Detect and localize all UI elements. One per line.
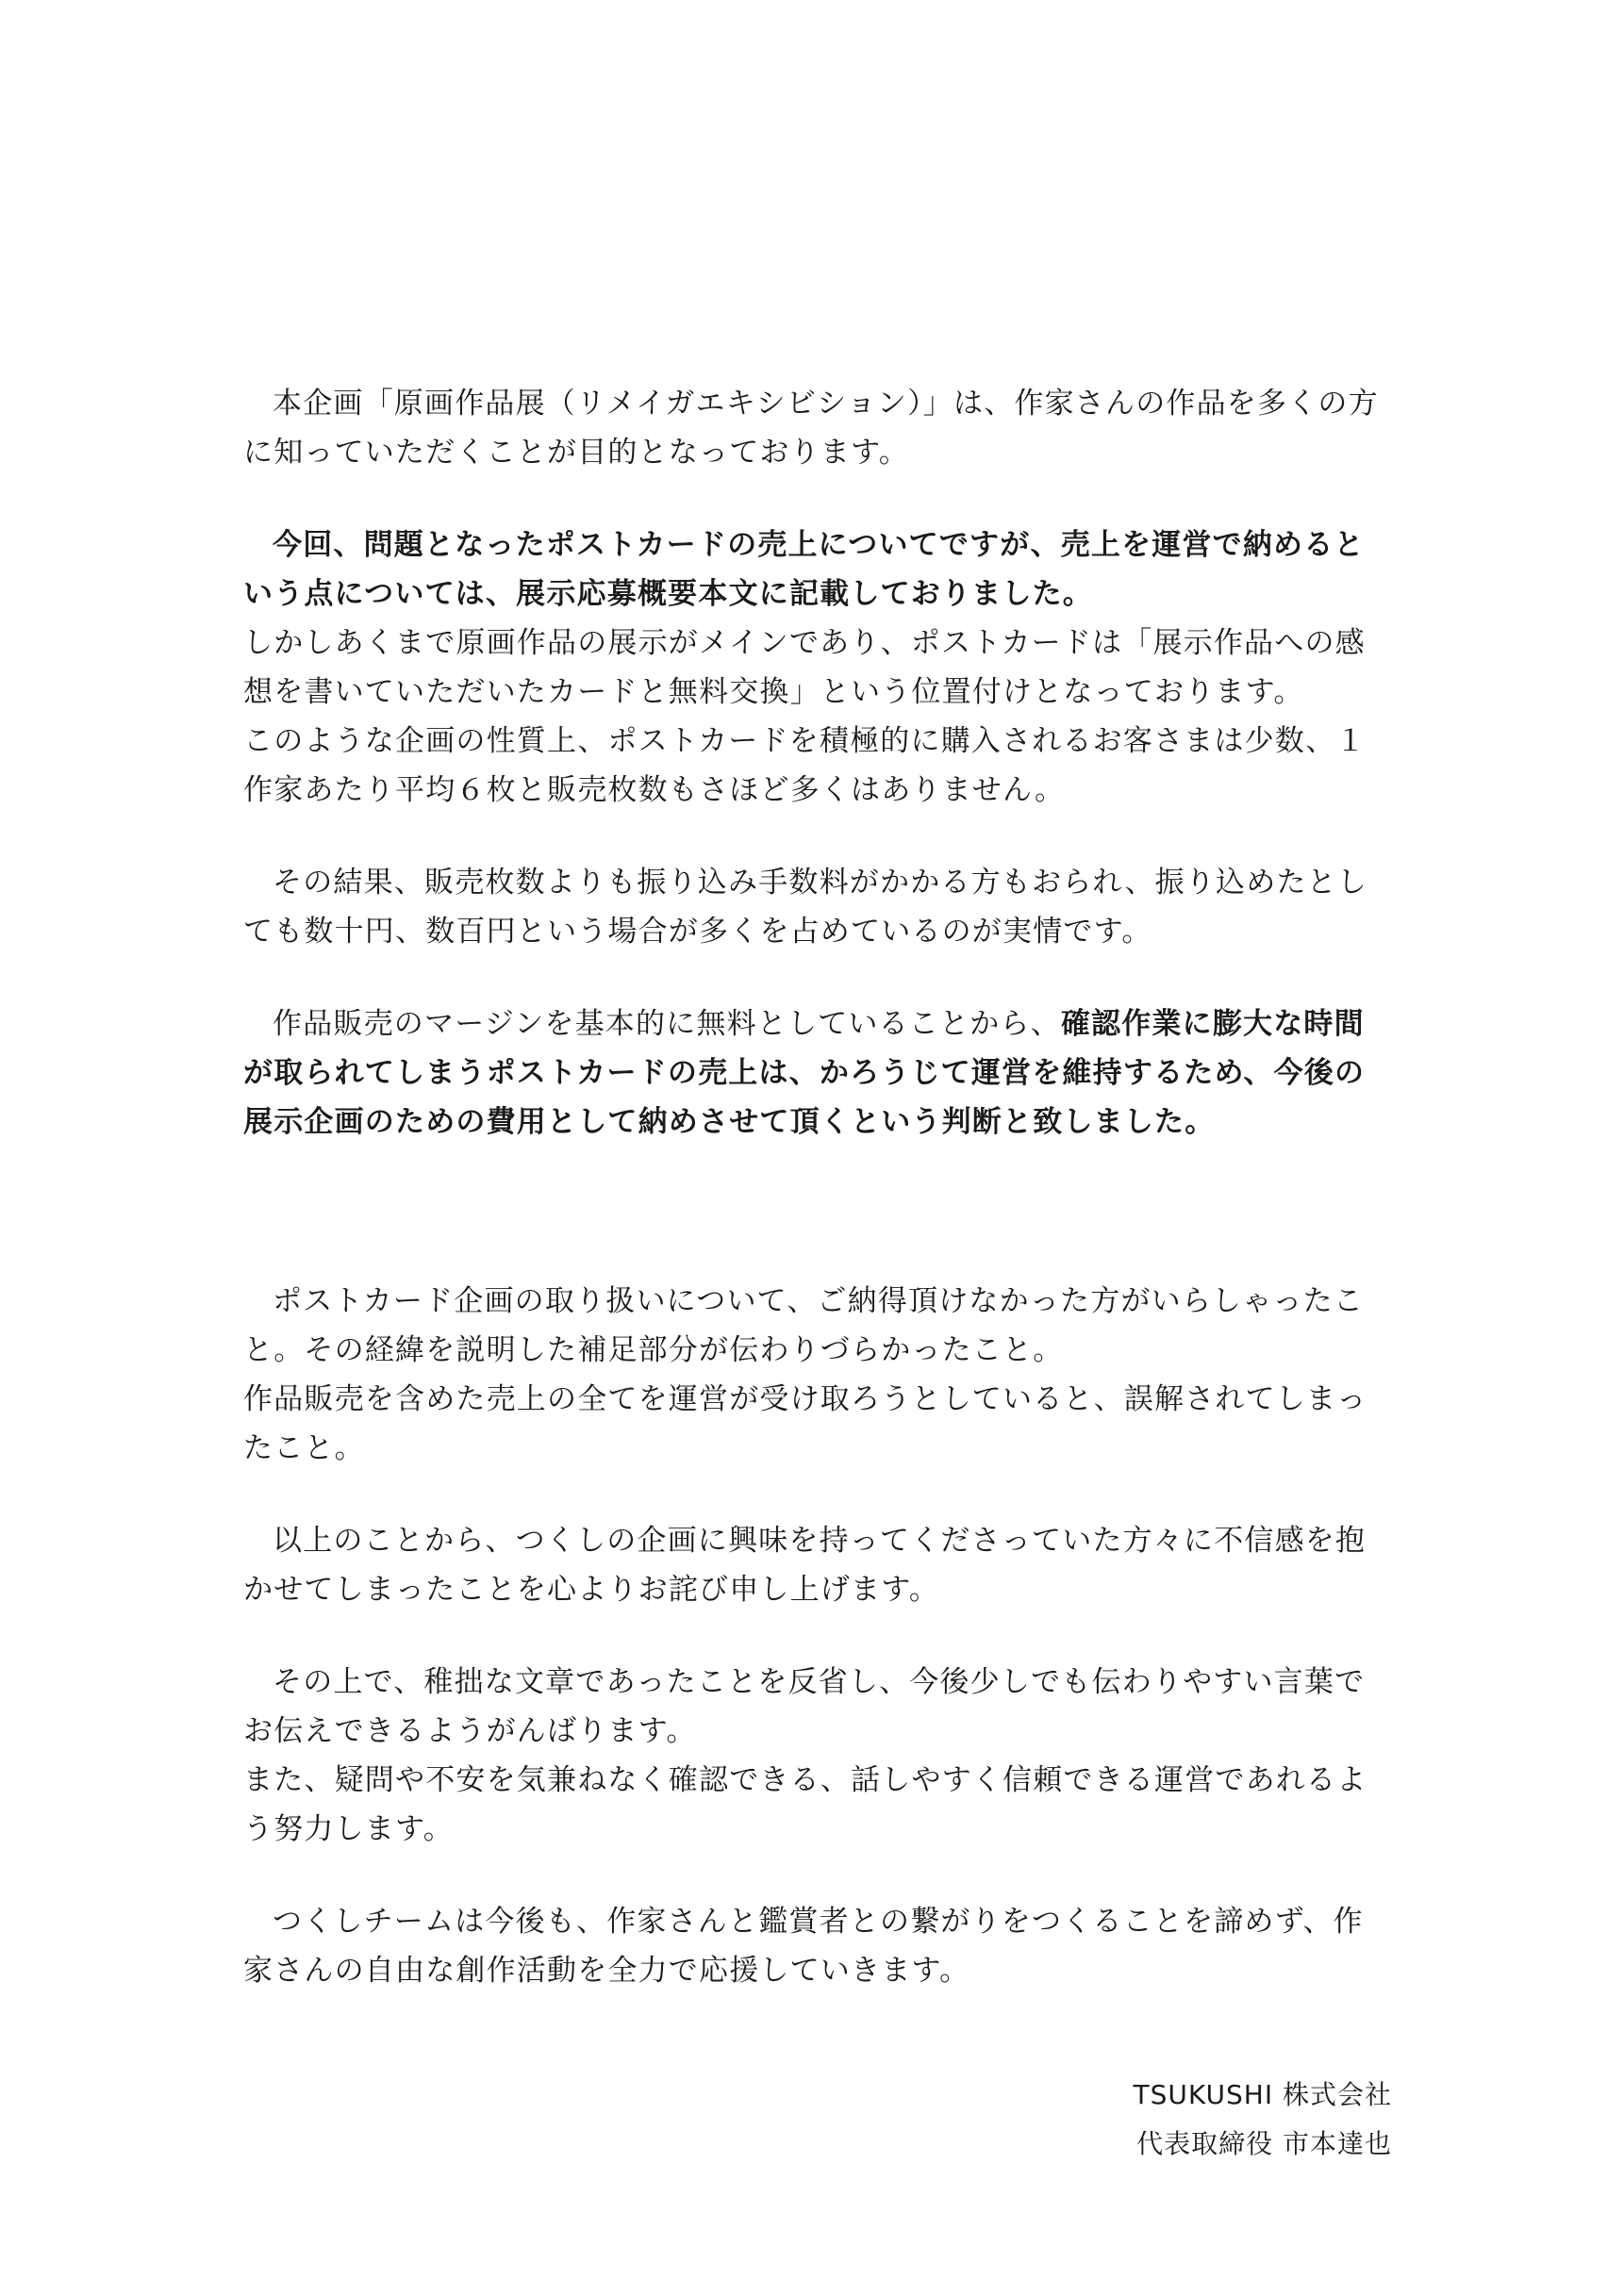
paragraph-result: その結果、販売枚数よりも振り込み手数料がかかる方もおられ、振り込めたとしても数十円、数百円という場合が多くを占めているのが実情です。 xyxy=(243,866,1368,949)
paragraph-decision-normal: 作品販売のマージンを基本的に無料としていることから、 xyxy=(273,1007,1061,1041)
paragraph-reflection: その上で、稚拙な文章であったことを反省し、今後少しでも伝わりやすい言葉でお伝えできるようがんばります。 xyxy=(243,1665,1366,1748)
paragraph-apology: 以上のことから、つくしの企画に興味を持ってくださっていた方々に不信感を抱かせてしまったことを心よりお詫び申し上げます。 xyxy=(243,1524,1367,1607)
paragraph-closing: つくしチームは今後も、作家さんと鑑賞者との繋がりをつくることを諦めず、作家さんの自由な創作活動を全力で応援していきます。 xyxy=(243,1905,1364,1988)
signature-company: TSUKUSHI 株式会社 xyxy=(1133,2079,1392,2110)
paragraph-postcard-volume: このような企画の性質上、ポストカードを積極的に購入されるお客さまは少数、１作家あたり平均６枚と販売枚数もさほど多くはありません。 xyxy=(243,724,1367,807)
paragraph-postcard-position: しかしあくまで原画作品の展示がメインであり、ポストカードは「展示作品への感想を書いていただいたカードと無料交換」という位置付けとなっております。 xyxy=(243,626,1366,709)
letter-body xyxy=(243,379,1392,1995)
paragraph-apology-reasons: ポストカード企画の取り扱いについて、ご納得頂けなかった方がいらしゃったこと。その経緯を説明した補足部分が伝わりづらかったこと。 xyxy=(243,1284,1365,1367)
signature-representative: 代表取締役 市本達也 xyxy=(1136,2128,1392,2159)
paragraph-decision xyxy=(243,999,1392,1147)
paragraph-misunderstanding: 作品販売を含めた売上の全てを運営が受け取ろうとしていると、誤解されてしまったこと。 xyxy=(243,1382,1367,1465)
paragraph-purpose: 本企画「原画作品展（リメイガエキシビション）」は、作家さんの作品を多くの方に知っていただくことが目的となっております。 xyxy=(243,387,1379,470)
paragraph-decision-bold: 確認作業に膨大な時間が取られてしまうポストカードの売上は、かろうじて運営を維持するため、今後の展示企画のための費用として納めさせて頂くという判断と致しました。 xyxy=(243,1007,1366,1139)
paragraph-commitment: また、疑問や不安を気兼ねなく確認できる、話しやすく信頼できる運営であれるよう努力します。 xyxy=(243,1763,1367,1846)
signature-block xyxy=(1134,2071,1392,2169)
paragraph-postcard-sales-bold: 今回、問題となったポストカードの売上についてですが、売上を運営で納めるという点については、展示応募概要本文に記載しておりました。 xyxy=(243,528,1365,611)
